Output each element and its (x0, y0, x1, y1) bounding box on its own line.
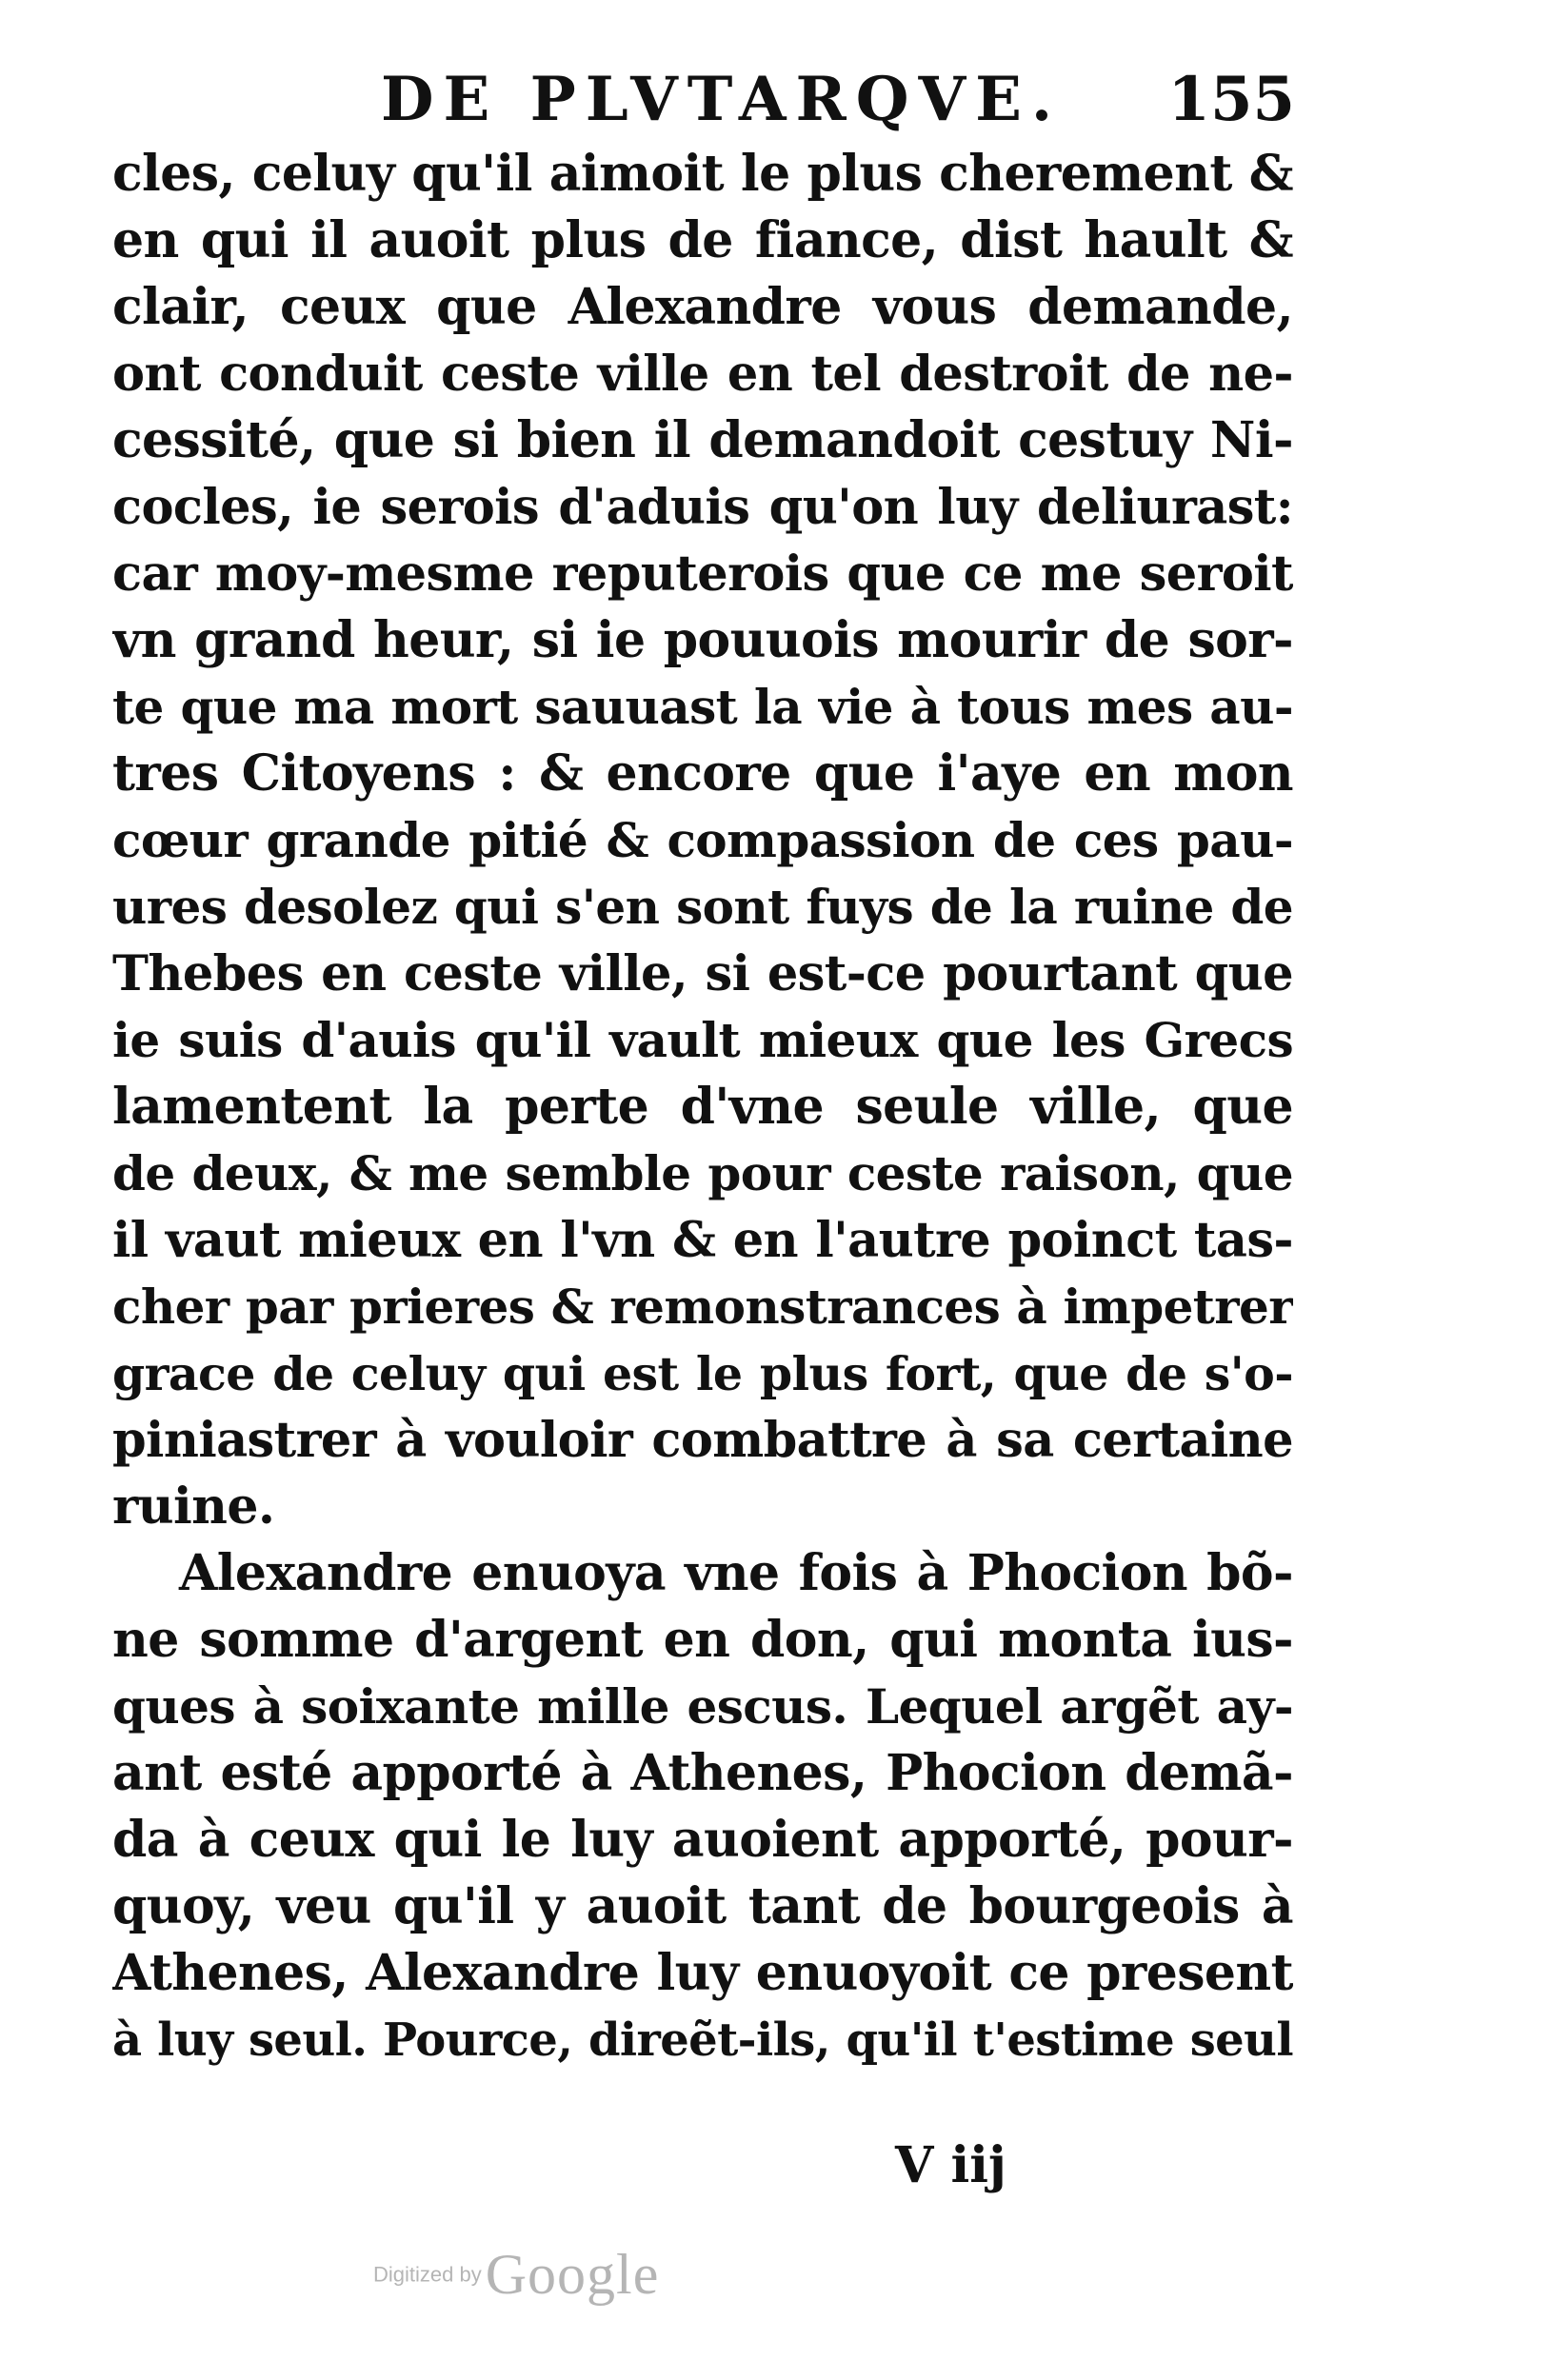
text-line: ures desolez qui s'en sont fuys de la ruine de (112, 879, 1293, 935)
text-line: cessité, que si bien il demandoit cestuy Ni- (112, 411, 1293, 469)
watermark-brand: Google (485, 2243, 660, 2306)
text-line: tres Citoyens : & encore que i'aye en mon (112, 744, 1293, 803)
text-line: car moy-mesme reputerois que ce me seroit (112, 545, 1293, 603)
text-line: grace de celuy qui est le plus fort, que de s'o- (112, 1346, 1293, 1401)
text-line: cocles, ie serois d'aduis qu'on luy deliurast: (112, 479, 1293, 536)
text-line: à luy seul. Pource, direẽt-ils, qu'il t'estime seul (112, 2013, 1293, 2067)
text-line: da à ceux qui le luy auoient apporté, pour- (112, 1811, 1293, 1869)
text-line: cher par prieres & remonstrances à impetrer (112, 1279, 1293, 1335)
text-line: ie suis d'auis qu'il vault mieux que les Grecs (112, 1012, 1293, 1068)
text-line: cœur grande pitié & compassion de ces pau- (112, 812, 1293, 868)
text-line: clair, ceux que Alexandre vous demande, (112, 278, 1293, 336)
text-line: lamentent la perte d'vne seule ville, que (112, 1078, 1293, 1136)
running-title: DE PLVTARQVE. (381, 64, 1063, 135)
page-header (114, 57, 1295, 143)
paragraph (112, 1540, 1293, 2073)
body-text (112, 141, 1293, 2073)
text-line: ne somme d'argent en don, qui monta ius- (112, 1611, 1293, 1669)
digitized-watermark (373, 2242, 659, 2308)
text-line: vn grand heur, si ie pouuois mourir de sor- (112, 611, 1293, 669)
text-line: Alexandre enuoya vne fois à Phocion bõ- (179, 1544, 1293, 1602)
text-line: Thebes en ceste ville, si est-ce pourtant que (112, 945, 1293, 1002)
text-line: ont conduit ceste ville en tel destroit de ne- (112, 346, 1293, 403)
text-line: Athenes, Alexandre luy enuoyoit ce present (112, 1944, 1293, 2002)
signature-mark: V iij (895, 2136, 1006, 2194)
text-line: de deux, & me semble pour ceste raison, que (112, 1145, 1293, 1201)
page-number: 155 (1167, 64, 1295, 135)
text-line: ruine. (112, 1478, 275, 1536)
text-line: en qui il auoit plus de fiance, dist hault & (112, 211, 1293, 269)
watermark-prefix: Digitized by (373, 2262, 482, 2287)
text-line: quoy, veu qu'il y auoit tant de bourgeois à (112, 1877, 1293, 1935)
text-line: ques à soixante mille escus. Lequel argẽt ay- (112, 1678, 1293, 1735)
text-line: te que ma mort sauuast la vie à tous mes au- (112, 679, 1293, 735)
text-line: piniastrer à vouloir combattre à sa certaine (112, 1412, 1293, 1469)
text-line: cles, celuy qu'il aimoit le plus cherement & (112, 145, 1293, 203)
text-line: ant esté apporté à Athenes, Phocion demã- (112, 1744, 1293, 1802)
paragraph (112, 141, 1293, 1540)
text-line: il vaut mieux en l'vn & en l'autre poinct tas- (112, 1212, 1293, 1269)
